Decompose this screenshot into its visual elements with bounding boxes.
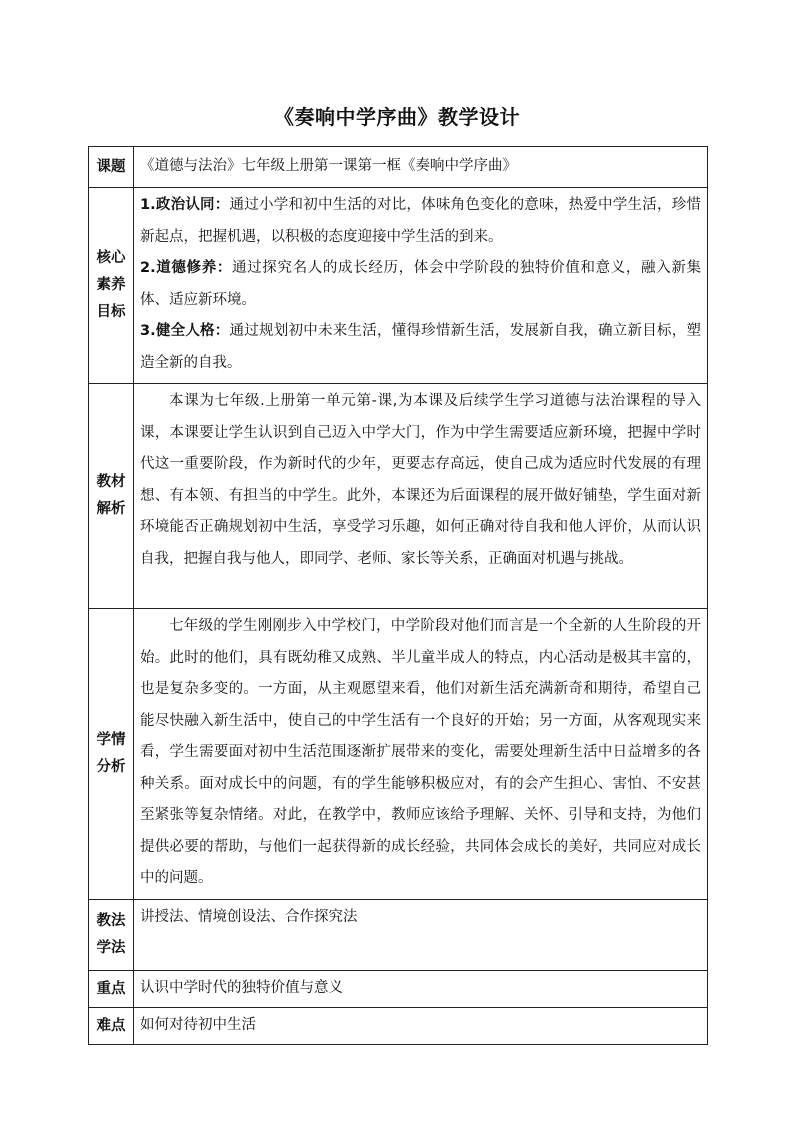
method-text: 讲授法、情境创设法、合作探究法 xyxy=(134,899,708,970)
row-label-topic xyxy=(89,147,134,188)
topic-text: 《道德与法治》七年级上册第一课第一框《奏响中学序曲》 xyxy=(134,147,708,188)
label-line: 重点 xyxy=(96,980,126,997)
table-row-hard xyxy=(89,1007,708,1044)
label-line: 核心 xyxy=(96,250,126,266)
table-row-material xyxy=(89,384,708,609)
label-line: 素养 xyxy=(96,277,126,293)
table-row-method xyxy=(89,899,708,970)
goal-body: 通过探究名人的成长经历，体会中学阶段的独特价值和意义，融入新集体、适应新环境。 xyxy=(140,260,701,308)
material-text: 本课为七年级.上册第一单元第-课,为本课及后续学生学习道德与法治课程的导入课，本课要让学生认识到自己迈入中学大门，作为中学生需要适应新环境，把握中学时代这一重要阶段，作为新时代的少年，更要志存高远，使自己成为适应时代发展的有理想、有本领、有担当的中学生。此外，本课还为后面课程的展开做好铺垫，学生面对新环境能否正确规划初中生活，享受学习乐趣，如何正确对待自我和他人评价，从而认识自我，把握自我与他人，即同学、老师、家长等关系，正确面对机遇与挑战。 xyxy=(140,393,701,567)
page-title: 《奏响中学序曲》教学设计 xyxy=(274,105,520,129)
goal-item xyxy=(140,253,701,316)
label-line: 教材 xyxy=(96,474,126,490)
label-line: 课题 xyxy=(96,159,126,175)
table-row-student xyxy=(89,609,708,900)
goal-head: 2.道德修养： xyxy=(140,260,232,276)
row-label-material xyxy=(89,384,134,609)
label-line: 目标 xyxy=(96,304,126,320)
label-line: 学情 xyxy=(96,731,126,748)
label-line: 学法 xyxy=(96,939,126,956)
label-line: 解析 xyxy=(96,501,126,517)
goal-head: 3.健全人格： xyxy=(140,323,230,339)
student-content xyxy=(134,609,708,900)
row-label-method xyxy=(89,899,134,970)
hard-text: 如何对待初中生活 xyxy=(134,1007,708,1044)
goals-content xyxy=(134,188,708,384)
table-row-topic xyxy=(89,147,708,188)
row-label-key xyxy=(89,970,134,1007)
row-label-goals xyxy=(89,188,134,384)
material-content xyxy=(134,384,708,609)
lesson-design-table xyxy=(88,146,708,1045)
goal-body: 通过规划初中未来生活，懂得珍惜新生活，发展新自我，确立新目标，塑造全新的自我。 xyxy=(140,323,701,371)
label-line: 难点 xyxy=(96,1017,126,1034)
row-label-hard xyxy=(89,1007,134,1044)
goal-item xyxy=(140,190,701,253)
table-row-goals xyxy=(89,188,708,384)
goal-body: 通过小学和初中生活的对比，体味角色变化的意味，热爱中学生活，珍惜新起点，把握机遇，以积极的态度迎接中学生活的到来。 xyxy=(140,197,701,245)
row-label-student xyxy=(89,609,134,900)
student-text: 七年级的学生刚刚步入中学校门，中学阶段对他们而言是一个全新的人生阶段的开始。此时的他们，具有既幼稚又成熟、半儿童半成人的特点，内心活动是极其丰富的，也是复杂多变的。一方面，从主观愿望来看，他们对新生活充满新奇和期待，希望自己能尽快融入新生活中，使自己的中学生活有一个良好的开始；另一方面，从客观现实来看，学生需要面对初中生活范围逐渐扩展带来的变化，需要处理新生活中日益增多的各种关系。面对成长中的问题，有的学生能够积极应对，有的会产生担心、害怕、不安甚至紧张等复杂情绪。对此，在教学中，教师应该给予理解、关怀、引导和支持，为他们提供必要的帮助，与他们一起获得新的成长经验，共同体会成长的美好，共同应对成长中的问题。 xyxy=(140,618,701,886)
key-text: 认识中学时代的独特价值与意义 xyxy=(134,970,708,1007)
label-line: 分析 xyxy=(96,758,126,775)
table-row-key xyxy=(89,970,708,1007)
goal-item xyxy=(140,316,701,379)
label-line: 教法 xyxy=(96,912,126,929)
goal-head: 1.政治认同： xyxy=(140,197,230,213)
